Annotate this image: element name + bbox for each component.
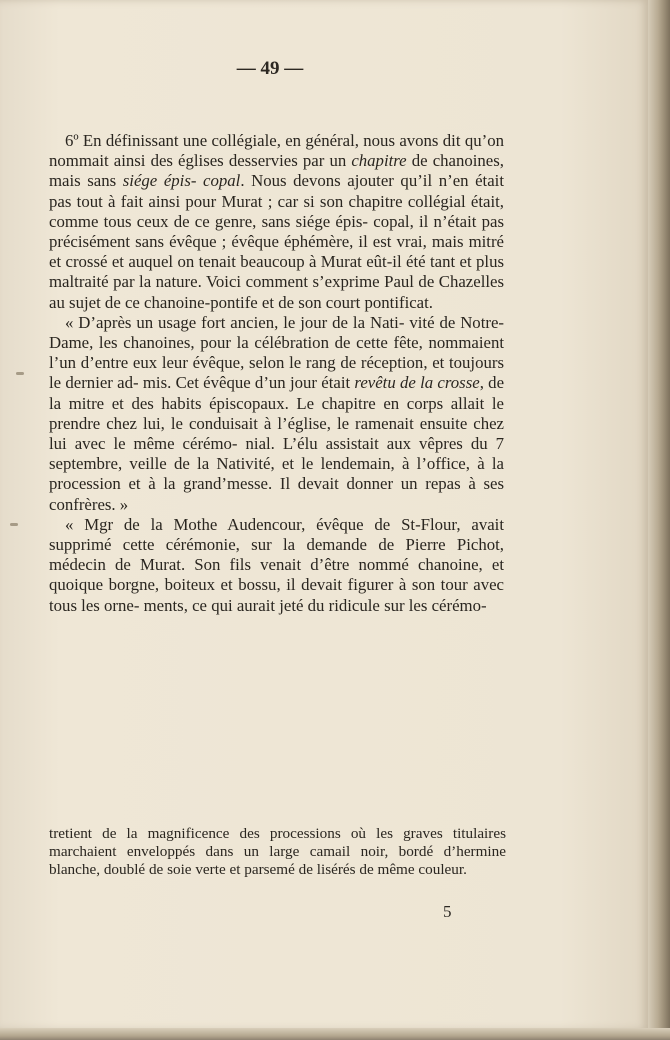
text-line: le ramenait ensuite chez lui avec le même cérémo- <box>49 413 504 454</box>
italic-text: copal <box>203 171 241 191</box>
text-line: selon le rang de réception, et toujours le dernier ad- <box>49 353 504 393</box>
main-text <box>49 131 504 616</box>
text-line: Paul de Chazelles au sujet de ce chanoine-pontife et <box>49 272 504 312</box>
text-line: procession et à la grand’messe. Il devait donner un <box>49 474 418 494</box>
text-line: avons dit qu’on nommait ainsi des églises desservies <box>49 131 504 171</box>
text-line: nial. L’élu assistait aux vêpres du 7 septembre, <box>49 434 504 474</box>
book-spine-shadow <box>648 0 670 1040</box>
margin-mark <box>16 372 24 375</box>
paragraph-2 <box>49 313 504 515</box>
footnote-line: tretient de la magnificence des processions où les graves <box>49 825 443 842</box>
page-number: — 49 — <box>236 58 304 79</box>
text-line: veille de la Nativité, et le lendemain, à l’office, à la <box>129 454 505 474</box>
text-line: fait ainsi pour Murat ; car si son chapitre collégial <box>120 191 466 211</box>
text-line: maltraité par la nature. Voici comment s’exprime <box>49 272 380 292</box>
footnote-line: parsemé de lisérés de même couleur. <box>244 861 467 878</box>
text-line: de la mitre et des habits épiscopaux. Le chapitre en <box>49 373 505 413</box>
text-line: d’être nommé chanoine, et quoique borgne, boiteux et <box>49 555 504 595</box>
text-line: . Nous devons ajouter qu’il n’en était pas tout à <box>49 171 504 211</box>
text-line: éphémère, il est vrai, mais mitré et crossé et auquel <box>49 232 504 272</box>
text-line: copal, il n’était pas précisément sans évêque ; évêque <box>49 211 505 252</box>
text-line: 6º En définissant une collégiale, en général, nous <box>65 131 395 150</box>
text-line: de cette fête, nommaient l’un d’entre eux leur évêque, <box>49 333 504 373</box>
italic-text: siége épis- <box>122 171 197 191</box>
paragraph-1 <box>49 131 504 313</box>
text-line: « Mgr de la Mothe Audencour, évêque de St-Flour, <box>65 514 461 534</box>
text-line: , <box>479 373 484 393</box>
text-line: ments, ce qui aurait jeté du ridicule sur les cérémo- <box>143 595 487 615</box>
footnote-line: titulaires marchaient enveloppés dans un large camail <box>49 825 506 860</box>
text-line: bossu, il devait figurer à son tour avec tous les orne- <box>49 575 505 615</box>
text-line: par un <box>302 151 352 171</box>
text-line: mis. Cet évêque d’un jour était <box>142 373 355 393</box>
italic-text: revêtu de la crosse <box>354 373 480 393</box>
italic-text: chapitre <box>351 151 407 171</box>
paragraph-3 <box>49 515 504 616</box>
text-line: repas à ses confrères. » <box>49 474 504 514</box>
text-line: « D’après un usage fort ancien, le jour de la Nati- <box>65 312 405 332</box>
text-line: vité de Notre-Dame, les chanoines, pour la célébration <box>49 312 504 353</box>
text-line: était, comme tous ceux de ce genre, sans siége épis- <box>49 191 504 231</box>
text-line: on tenait beaucoup à Murat eût-il été tant et plus <box>177 252 504 272</box>
text-line: Pierre Pichot, médecin de Murat. Son fils venait <box>49 535 504 575</box>
page-bottom-edge <box>0 1028 670 1040</box>
text-line: avait supprimé cette cérémonie, sur la demande de <box>49 514 504 555</box>
text-line: de son court pontificat. <box>278 292 433 312</box>
margin-mark <box>10 523 18 526</box>
footnote-line: noir, bordé d’hermine blanche, doublé de soie verte et <box>49 843 506 878</box>
text-line: de chanoines, mais sans <box>49 151 504 191</box>
text-line: corps allait le prendre chez lui, le conduisait à l’église, <box>49 393 504 433</box>
signature-mark: 5 <box>443 902 452 921</box>
footnote <box>49 825 506 879</box>
